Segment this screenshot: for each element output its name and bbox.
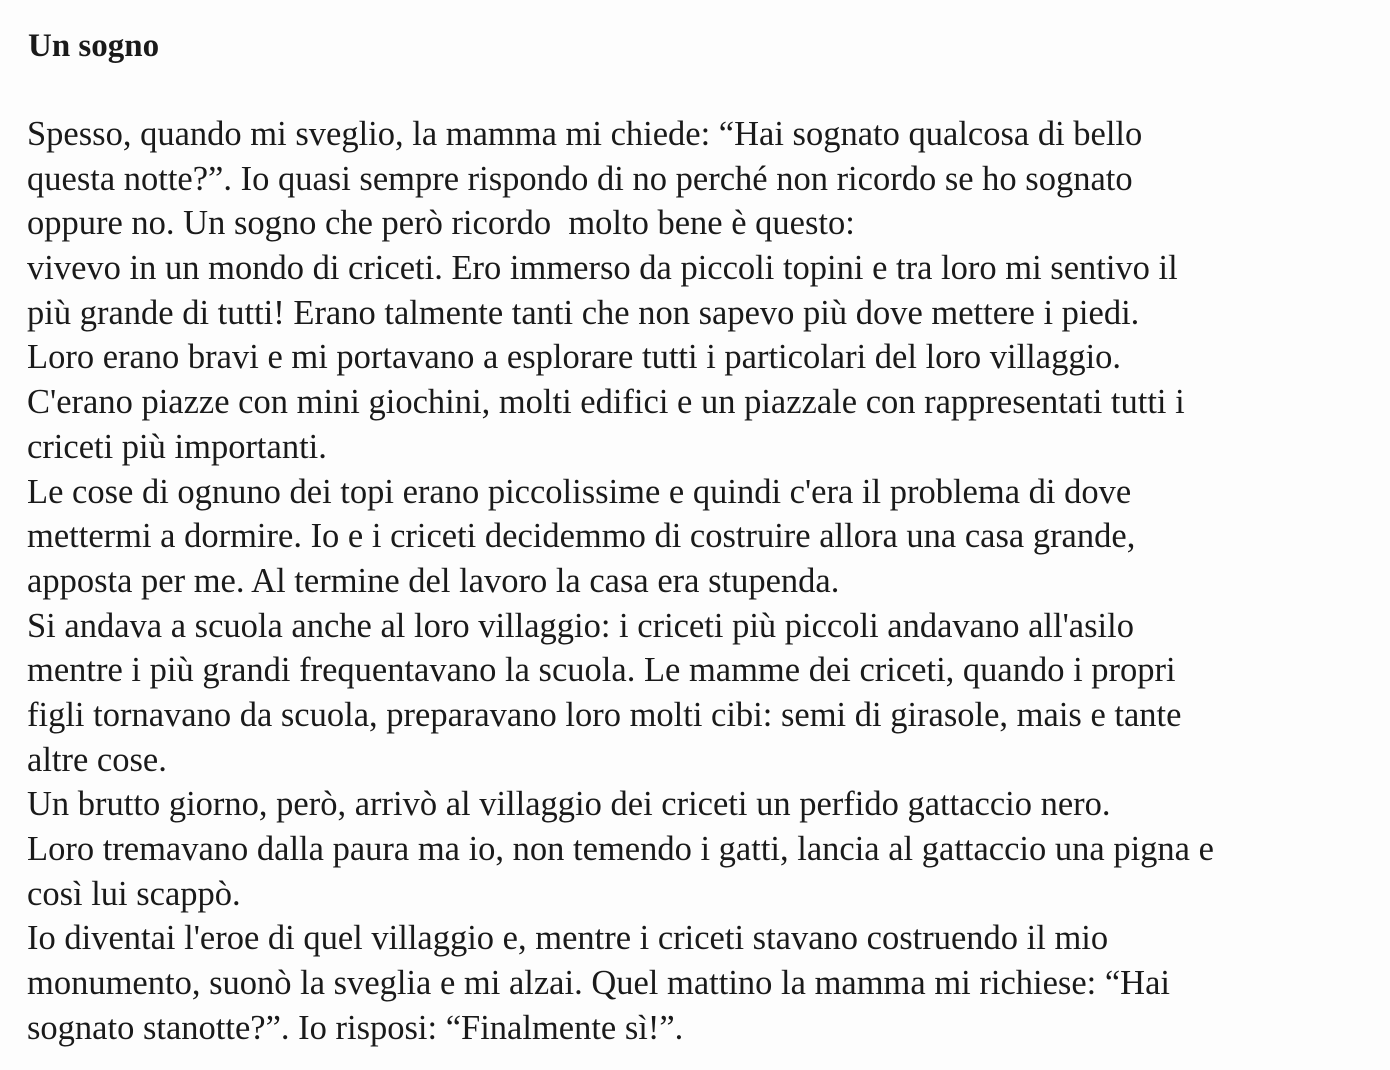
text-line: oppure no. Un sogno che però ricordo molto bene è questo: [27, 204, 855, 243]
document-title: Un sogno [28, 28, 160, 64]
text-line: Loro erano bravi e mi portavano a esplorare tutti i particolari del loro villaggio. [27, 338, 1122, 377]
text-line: mentre i più grandi frequentavano la scuola. Le mamme dei criceti, quando i propri [27, 651, 1176, 690]
text-line: C'erano piazze con mini giochini, molti edifici e un piazzale con rappresentati tutti i [27, 383, 1185, 422]
text-line: monumento, suonò la sveglia e mi alzai. Quel mattino la mamma mi richiese: “Hai [27, 964, 1170, 1003]
text-line: criceti più importanti. [27, 427, 327, 466]
text-line: Io diventai l'eroe di quel villaggio e, mentre i criceti stavano costruendo il mio [27, 919, 1109, 958]
text-line: apposta per me. Al termine del lavoro la casa era stupenda. [27, 561, 840, 600]
text-line: mettermi a dormire. Io e i criceti decidemmo di costruire allora una casa grande, [27, 517, 1136, 556]
text-line: Si andava a scuola anche al loro villaggio: i criceti più piccoli andavano all'asilo [27, 606, 1134, 645]
text-line: Loro tremavano dalla paura ma io, non temendo i gatti, lancia al gattaccio una pigna e [27, 830, 1214, 868]
text-line: Le cose di ognuno dei topi erano piccolissime e quindi c'era il problema di dove [27, 472, 1132, 511]
text-line: questa notte?”. Io quasi sempre rispondo di no perché non ricordo se ho sognato [27, 159, 1133, 198]
text-line: così lui scappò. [27, 874, 241, 913]
text-line: più grande di tutti! Erano talmente tanti che non sapevo più dove mettere i piedi. [27, 293, 1140, 332]
text-line: Un brutto giorno, però, arrivò al villaggio dei criceti un perfido gattaccio nero. [27, 785, 1111, 824]
text-line: figli tornavano da scuola, preparavano loro molti cibi: semi di girasole, mais e tante [27, 695, 1182, 734]
text-line: Spesso, quando mi sveglio, la mamma mi chiede: “Hai sognato qualcosa di bello [27, 115, 1143, 153]
text-line: altre cose. [27, 740, 167, 779]
story-text [27, 112, 1377, 1050]
text-line: sognato stanotte?”. Io risposi: “Finalmente sì!”. [27, 1008, 684, 1047]
text-line: vivevo in un mondo di criceti. Ero immerso da piccoli topini e tra loro mi sentivo il [27, 249, 1178, 288]
